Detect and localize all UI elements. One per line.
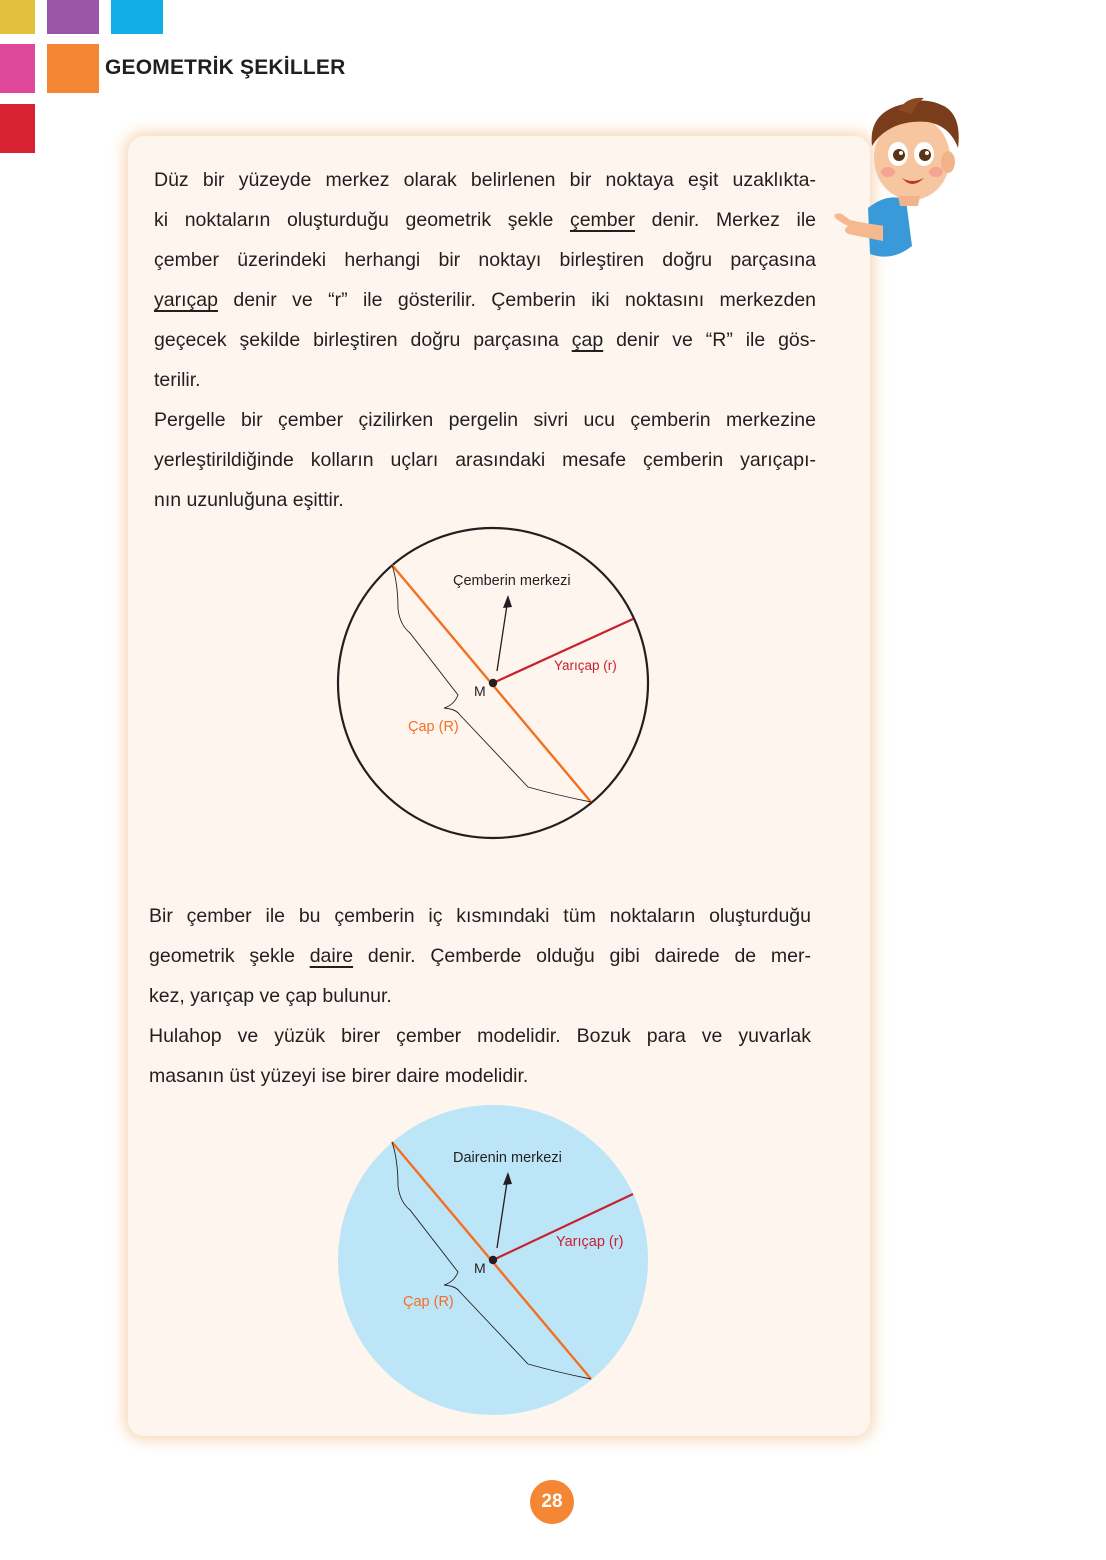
center-arrow (497, 605, 507, 671)
point-label: M (474, 683, 486, 699)
section-title: GEOMETRİK ŞEKİLLER (105, 56, 346, 79)
term-cap: çap (571, 329, 604, 351)
text-line: yerleştirildiğinde kolların uçları arasındaki mesafe çemberin yarıçapı- (154, 449, 816, 471)
center-label: Dairenin merkezi (453, 1150, 562, 1166)
color-square-pink (0, 44, 35, 93)
color-square-orange (47, 44, 99, 93)
color-square-red (0, 104, 35, 153)
text-line: geçecek şekilde birleştiren doğru parçasına çap denir ve “R” ile gös- (154, 329, 817, 351)
color-square-yellow (0, 0, 35, 34)
text-line: nın uzunluğuna eşittir. (154, 489, 344, 511)
point-label: M (474, 1260, 486, 1276)
text-line: Hulahop ve yüzük birer çember modelidir. Bozuk para ve yuvarlak (149, 1025, 811, 1047)
paragraph-models (149, 1016, 811, 1096)
text-line: kez, yarıçap ve çap bulunur. (149, 985, 392, 1007)
radius-label: Yarıçap (r) (554, 658, 617, 673)
radius-line (493, 619, 633, 683)
text-line: geometrik şekle daire denir. Çemberde olduğu gibi dairede de mer- (149, 945, 811, 967)
text-line: Düz bir yüzeyde merkez olarak belirlenen bir noktaya eşit uzaklıkta- (154, 169, 816, 191)
text-line: yarıçap denir ve “r” ile gösterilir. Çemberin iki noktasını merkezden (154, 289, 817, 311)
text-line: ki noktaların oluşturduğu geometrik şekle çember denir. Merkez ile (154, 209, 817, 231)
text-line: masanın üst yüzeyi ise birer daire modelidir. (149, 1065, 529, 1087)
paragraph-disc-definition (149, 896, 811, 1016)
term-daire: daire (309, 945, 354, 967)
term-cember: çember (569, 209, 635, 231)
radius-label: Yarıçap (r) (556, 1234, 624, 1250)
arrow-head-icon (503, 595, 512, 608)
color-square-blue (111, 0, 163, 34)
boy-pointing-icon (828, 96, 968, 266)
text-line: Bir çember ile bu çemberin iç kısmındaki tüm noktaların oluşturduğu (149, 905, 811, 927)
center-label: Çemberin merkezi (453, 573, 571, 589)
page-number: 28 (530, 1480, 574, 1524)
diameter-label: Çap (R) (408, 719, 459, 735)
diameter-label: Çap (R) (403, 1294, 454, 1310)
term-yaricap: yarıçap (154, 289, 218, 311)
text-line: Pergelle bir çember çizilirken pergelin sivri ucu çemberin merkezine (154, 409, 816, 431)
center-point (489, 679, 497, 687)
center-point (489, 1256, 497, 1264)
circle-diagram (330, 525, 660, 845)
text-line: çember üzerindeki herhangi bir noktayı birleştiren doğru parçasına (154, 249, 816, 271)
disc-diagram (330, 1102, 660, 1422)
color-square-purple (47, 0, 99, 34)
text-line: terilir. (154, 369, 201, 391)
paragraph-compass (154, 400, 816, 520)
paragraph-circle-definition (154, 160, 816, 400)
